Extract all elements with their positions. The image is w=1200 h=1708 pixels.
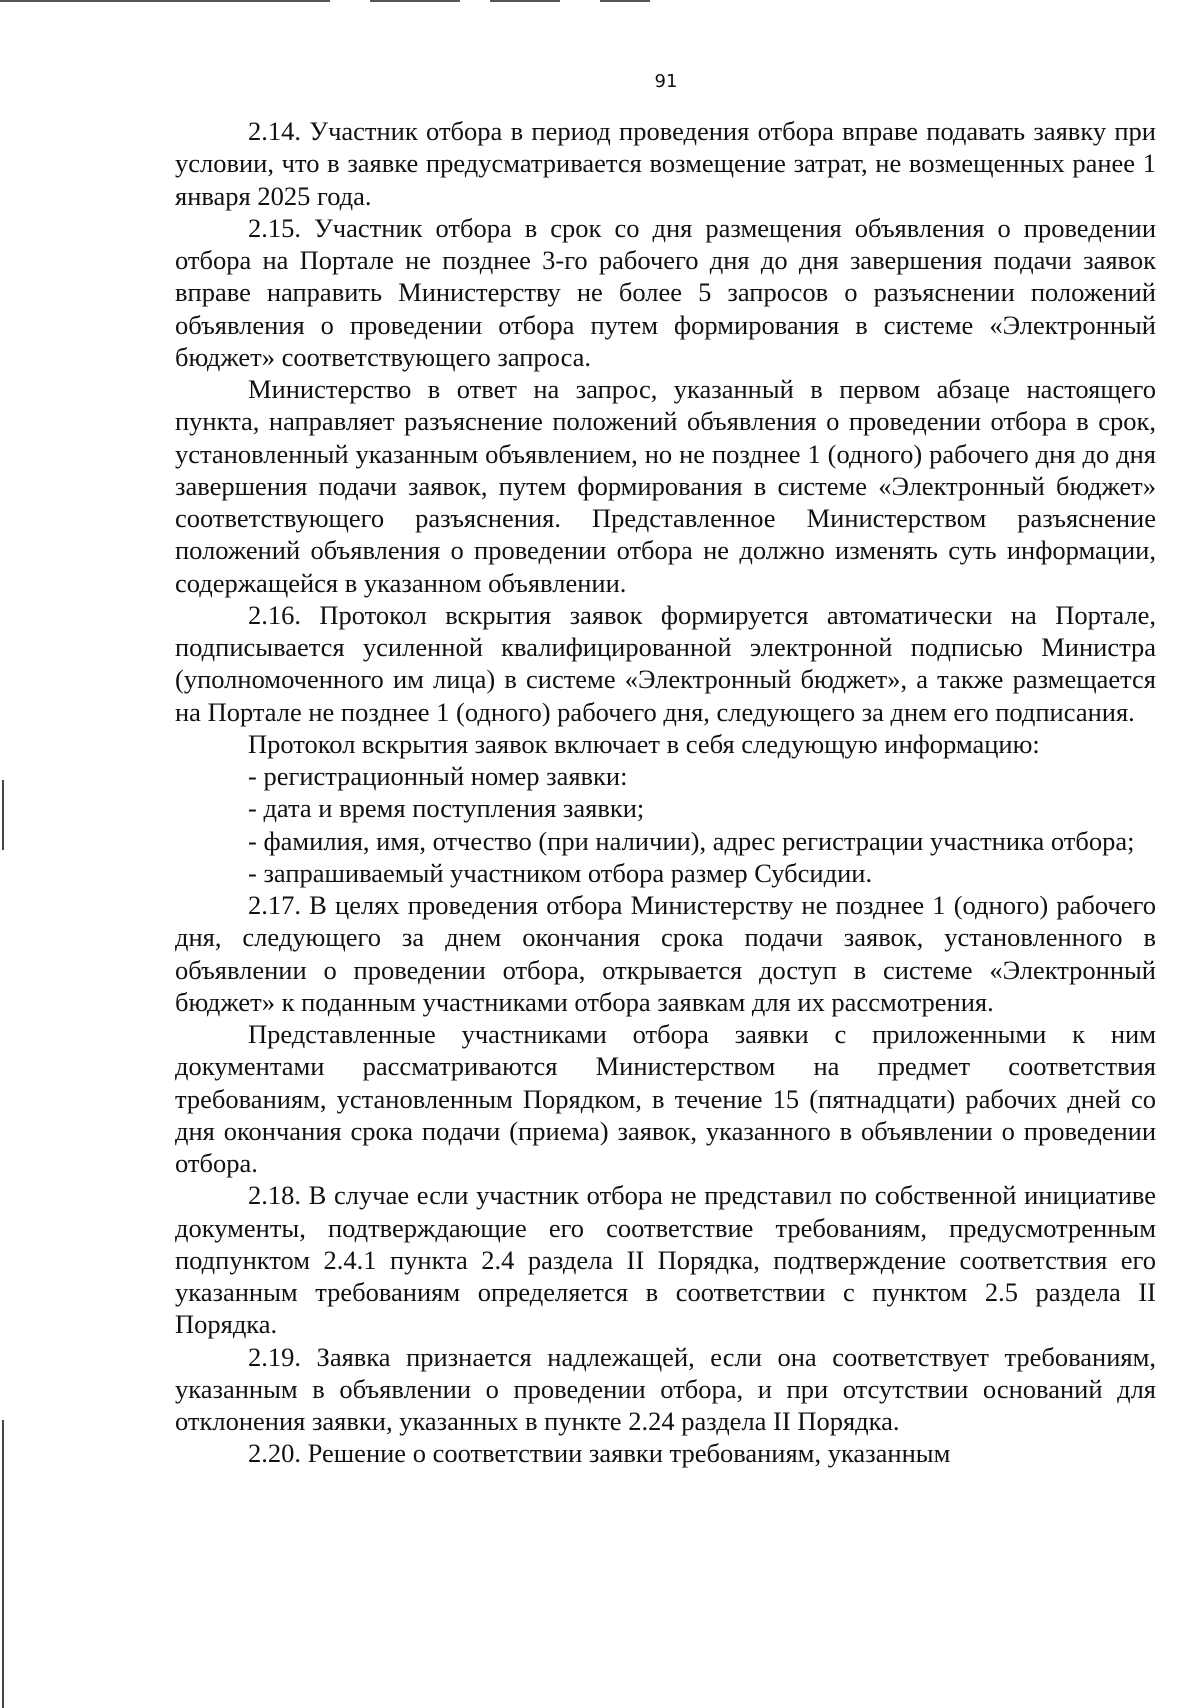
scan-artifact-top bbox=[600, 0, 650, 2]
list-item-subsidy-amount: - запрашиваемый участником отбора размер Субсидии. bbox=[248, 857, 873, 888]
scan-artifact-margin bbox=[2, 1420, 4, 1708]
paragraph-2-16: 2.16. Протокол вскрытия заявок формируется автоматически на Портале, подписывается усиленной квалифицированной электронной подписью Министра (уполномоченного им лица) в системе «Электронный бюджет», а также размещается на Портале не позднее 1 (одного) рабочего дня, следующего за днем его подписания. bbox=[175, 599, 1156, 727]
paragraph-2-18: 2.18. В случае если участник отбора не представил по собственной инициативе документы, подтверждающие его соответствие требованиям, предусмотренным подпунктом 2.4.1 пункта 2.4 раздела II Порядка, подтверждение соответствия его указанным требованиям определяется в соответствии с пунктом 2.5 раздела II Порядка. bbox=[175, 1180, 1156, 1340]
paragraph-2-15: 2.15. Участник отбора в срок со дня размещения объявления о проведении отбора на Портале не позднее 3-го рабочего дня до дня завершения подачи заявок вправе направить Министерству не более 5 запросов о разъяснении положений объявления о проведении отбора путем формирования в системе «Электронный бюджет» соответствующего запроса. bbox=[175, 212, 1156, 372]
list-item-registration-number: - регистрационный номер заявки: bbox=[248, 761, 628, 791]
paragraph-2-17: 2.17. В целях проведения отбора Министерству не позднее 1 (одного) рабочего дня, следующего за днем окончания срока подачи заявок, установленного в объявлении о проведении отбора, открывается доступ в системе «Электронный бюджет» к поданным участниками отбора заявкам для их рассмотрения. bbox=[175, 890, 1156, 1017]
scan-artifact-top bbox=[0, 0, 330, 2]
paragraph-2-20: 2.20. Решение о соответствии заявки требованиям, указанным bbox=[248, 1438, 951, 1469]
list-item-date-time: - дата и время поступления заявки; bbox=[248, 793, 645, 824]
scan-artifact-top bbox=[370, 0, 460, 2]
scan-artifact-top bbox=[490, 0, 560, 2]
scan-artifact-margin bbox=[2, 780, 4, 850]
document-body bbox=[175, 115, 1156, 1470]
paragraph-ministry-answer: Министерство в ответ на запрос, указанный в первом абзаце настоящего пункта, направляет разъяснение положений объявления о проведении отбора в срок, установленный указанным объявлением, но не позднее 1 (одного) рабочего дня до дня завершения подачи заявок, путем формирования в системе «Электронный бюджет» соответствующего разъяснения. Представленное Министерством разъяснение положений объявления о проведении отбора не должно изменять суть информации, содержащейся в указанном объявлении. bbox=[175, 374, 1156, 598]
page-number: 91 bbox=[654, 71, 678, 92]
paragraph-applications-review: Представленные участниками отбора заявки с приложенными к ним документами рассматриваются Министерством на предмет соответствия требованиям, установленным Порядком, в течение 15 (пятнадцати) рабочих дней со дня окончания срока подачи (приема) заявок, указанного в объявлении о проведении отбора. bbox=[175, 1019, 1156, 1178]
list-item-full-name-address: - фамилия, имя, отчество (при наличии), адрес регистрации участника отбора; bbox=[248, 825, 1135, 856]
paragraph-protocol-contents: Протокол вскрытия заявок включает в себя следующую информацию: bbox=[248, 728, 1040, 759]
paragraph-2-14: 2.14. Участник отбора в период проведения отбора вправе подавать заявку при условии, что в заявке предусматривается возмещение затрат, не возмещенных ранее 1 января 2025 года. bbox=[175, 116, 1156, 211]
paragraph-2-19: 2.19. Заявка признается надлежащей, если она соответствует требованиям, указанным в объявлении о проведении отбора, и при отсутствии оснований для отклонения заявки, указанных в пункте 2.24 раздела II Порядка. bbox=[175, 1341, 1156, 1436]
